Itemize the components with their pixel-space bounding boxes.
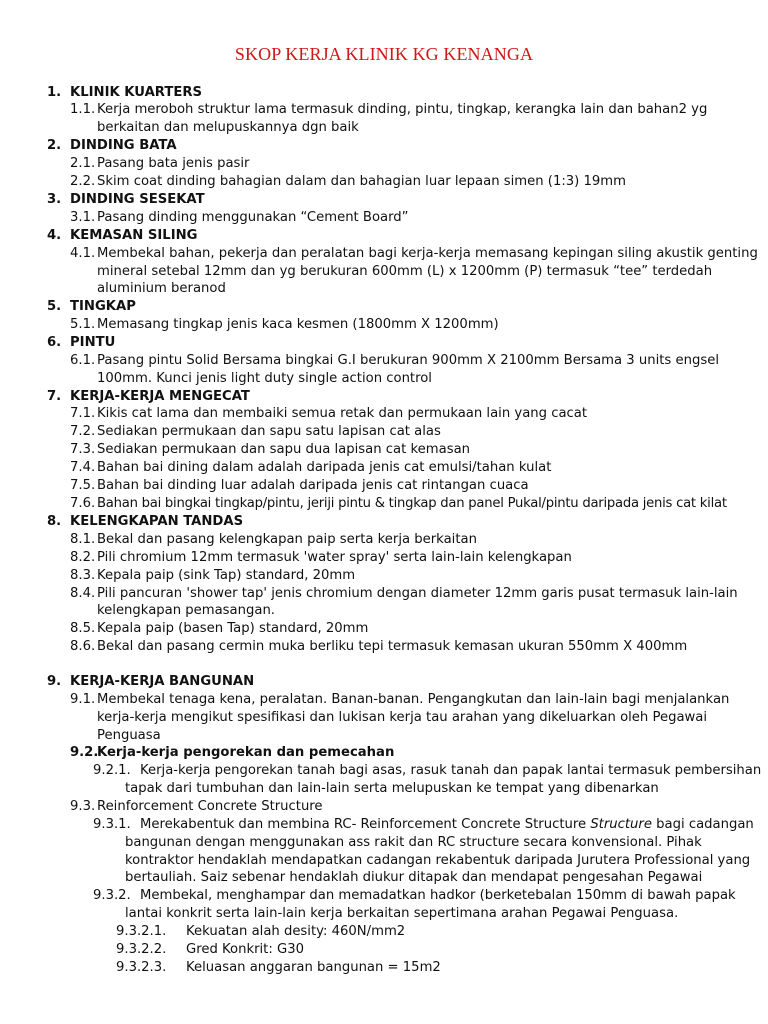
subsection-heading: Reinforcement Concrete Structure bbox=[97, 799, 323, 814]
section-heading: KERJA-KERJA BANGUNAN bbox=[70, 674, 255, 689]
item-number: 5.1. bbox=[70, 317, 96, 332]
item-text: Penguasa bbox=[97, 728, 161, 743]
item-number: 7.3. bbox=[70, 442, 96, 457]
section-number: 3. bbox=[47, 192, 62, 207]
item-text: Pasang dinding menggunakan “Cement Board” bbox=[97, 210, 409, 225]
item-number: 9.3.1. bbox=[93, 817, 131, 832]
item-number: 9.2.1. bbox=[93, 763, 131, 778]
item-text: Memasang tingkap jenis kaca kesmen (1800mm X 1200mm) bbox=[97, 317, 499, 332]
item-number: 7.6. bbox=[70, 496, 96, 511]
item-text: Bahan bai dinding luar adalah daripada jenis cat rintangan cuaca bbox=[97, 478, 529, 493]
italic-term: Structure bbox=[590, 817, 652, 832]
item-number: 2.1. bbox=[70, 156, 96, 171]
item-number: 2.2. bbox=[70, 174, 96, 189]
item-text: Pasang bata jenis pasir bbox=[97, 156, 250, 171]
item-text: bertauliah. Saiz sebenar hendaklah diukur ditapak dan mendapat pengesahan Pegawai bbox=[125, 870, 703, 885]
item-text: Bekal dan pasang kelengkapan paip serta kerja berkaitan bbox=[97, 532, 477, 547]
item-text: Sediakan permukaan dan sapu satu lapisan cat alas bbox=[97, 424, 441, 439]
item-text: Keluasan anggaran bangunan = 15m2 bbox=[186, 960, 441, 975]
item-text: Kerja-kerja pengorekan tanah bagi asas, rasuk tanah dan papak lantai termasuk pembersihan bbox=[140, 763, 762, 778]
section-heading: DINDING SESEKAT bbox=[70, 192, 205, 207]
section-number: 6. bbox=[47, 335, 62, 350]
section-number: 5. bbox=[47, 299, 62, 314]
item-text: kerja-kerja mengikut spesifikasi dan lukisan kerja tau arahan yang dikeluarkan oleh Pegawai bbox=[97, 710, 708, 725]
section-heading: KERJA-KERJA MENGECAT bbox=[70, 389, 250, 404]
item-text: Pili chromium 12mm termasuk 'water spray' serta lain-lain kelengkapan bbox=[97, 550, 572, 565]
item-number: 7.4. bbox=[70, 460, 96, 475]
item-text: Gred Konkrit: G30 bbox=[186, 942, 304, 957]
item-text: lantai konkrit serta lain-lain kerja berkaitan sepertimana arahan Pegawai Penguasa. bbox=[125, 906, 679, 921]
item-number: 1.1. bbox=[70, 102, 96, 117]
item-text: berkaitan dan melupuskannya dgn baik bbox=[97, 120, 359, 135]
section-number: 7. bbox=[47, 389, 62, 404]
section-number: 9. bbox=[47, 674, 62, 689]
item-text: mineral setebal 12mm dan yg berukuran 600mm (L) x 1200mm (P) termasuk “tee” terdedah bbox=[97, 264, 713, 279]
item-number: 9.3.2.2. bbox=[116, 942, 167, 957]
item-number: 9.1. bbox=[70, 692, 96, 707]
item-number: 9.3.2.1. bbox=[116, 924, 167, 939]
section-number: 4. bbox=[47, 228, 62, 243]
section-heading: KLINIK KUARTERS bbox=[70, 85, 202, 100]
item-text: tapak dari tumbuhan dan lain-lain serta melupuskan ke tempat yang dibenarkan bbox=[125, 781, 659, 796]
item-number: 4.1. bbox=[70, 246, 96, 261]
item-number: 7.5. bbox=[70, 478, 96, 493]
item-text: Pili pancuran 'shower tap' jenis chromium dengan diameter 12mm garis pusat termasuk lain-lain bbox=[97, 586, 738, 601]
item-text: Bahan bai bingkai tingkap/pintu, jeriji pintu & tingkap dan panel Pukal/pintu daripada jenis cat kilat bbox=[97, 496, 727, 511]
subsection-number: 9.3. bbox=[70, 799, 96, 814]
item-number: 8.4. bbox=[70, 586, 96, 601]
item-number: 8.2. bbox=[70, 550, 96, 565]
item-text: 100mm. Kunci jenis light duty single action control bbox=[97, 371, 432, 386]
item-text: Membekal, menghampar dan memadatkan hadkor (berketebalan 150mm di bawah papak bbox=[140, 888, 736, 903]
subsection-number: 9.2. bbox=[70, 745, 99, 760]
section-heading: TINGKAP bbox=[70, 299, 136, 314]
section-number: 1. bbox=[47, 85, 62, 100]
item-text: Pasang pintu Solid Bersama bingkai G.I berukuran 900mm X 2100mm Bersama 3 units engsel bbox=[97, 353, 719, 368]
item-text: Kekuatan alah desity: 460N/mm2 bbox=[186, 924, 406, 939]
item-text: Kepala paip (basen Tap) standard, 20mm bbox=[97, 621, 369, 636]
section-number: 8. bbox=[47, 514, 62, 529]
item-text: Sediakan permukaan dan sapu dua lapisan cat kemasan bbox=[97, 442, 471, 457]
item-number: 8.3. bbox=[70, 568, 96, 583]
item-text: Merekabentuk dan membina RC- Reinforcement Concrete Structure Structure bagi cadangan bbox=[140, 817, 754, 832]
item-number: 6.1. bbox=[70, 353, 96, 368]
item-number: 8.1. bbox=[70, 532, 96, 547]
section-number: 2. bbox=[47, 138, 62, 153]
item-text: aluminium beranod bbox=[97, 281, 226, 296]
section-heading: KELENGKAPAN TANDAS bbox=[70, 514, 244, 529]
item-text: Bekal dan pasang cermin muka berliku tepi termasuk kemasan ukuran 550mm X 400mm bbox=[97, 639, 688, 654]
item-text: Kepala paip (sink Tap) standard, 20mm bbox=[97, 568, 356, 583]
item-number: 7.1. bbox=[70, 406, 96, 421]
item-text: Membekal bahan, pekerja dan peralatan bagi kerja-kerja memasang kepingan siling akustik genting bbox=[97, 246, 758, 261]
section-heading: KEMASAN SILING bbox=[70, 228, 198, 243]
item-number: 8.6. bbox=[70, 639, 96, 654]
item-text: Bahan bai dining dalam adalah daripada jenis cat emulsi/tahan kulat bbox=[97, 460, 552, 475]
item-text: Skim coat dinding bahagian dalam dan bahagian luar lepaan simen (1:3) 19mm bbox=[97, 174, 626, 189]
item-text: Kikis cat lama dan membaiki semua retak dan permukaan lain yang cacat bbox=[97, 406, 588, 421]
item-text: bangunan dengan menggunakan ass rakit dan RC structure secara konvensional. Pihak bbox=[125, 835, 702, 850]
item-text: kelengkapan pemasangan. bbox=[97, 603, 275, 618]
item-text: Membekal tenaga kena, peralatan. Banan-banan. Pengangkutan dan lain-lain bagi menjalankan bbox=[97, 692, 730, 707]
section-heading: DINDING BATA bbox=[70, 138, 177, 153]
section-heading: PINTU bbox=[70, 335, 116, 350]
item-text: Kerja meroboh struktur lama termasuk dinding, pintu, tingkap, kerangka lain dan bahan2 yg bbox=[97, 102, 708, 117]
item-number: 9.3.2. bbox=[93, 888, 131, 903]
document-title: SKOP KERJA KLINIK KG KENANGA bbox=[234, 44, 534, 64]
item-number: 3.1. bbox=[70, 210, 96, 225]
item-number: 8.5. bbox=[70, 621, 96, 636]
item-number: 7.2. bbox=[70, 424, 96, 439]
subsection-heading: Kerja-kerja pengorekan dan pemecahan bbox=[97, 745, 395, 760]
item-number: 9.3.2.3. bbox=[116, 960, 167, 975]
item-text: kontraktor hendaklah mendapatkan cadangan rekabentuk daripada Jurutera Professional yang bbox=[125, 853, 751, 868]
